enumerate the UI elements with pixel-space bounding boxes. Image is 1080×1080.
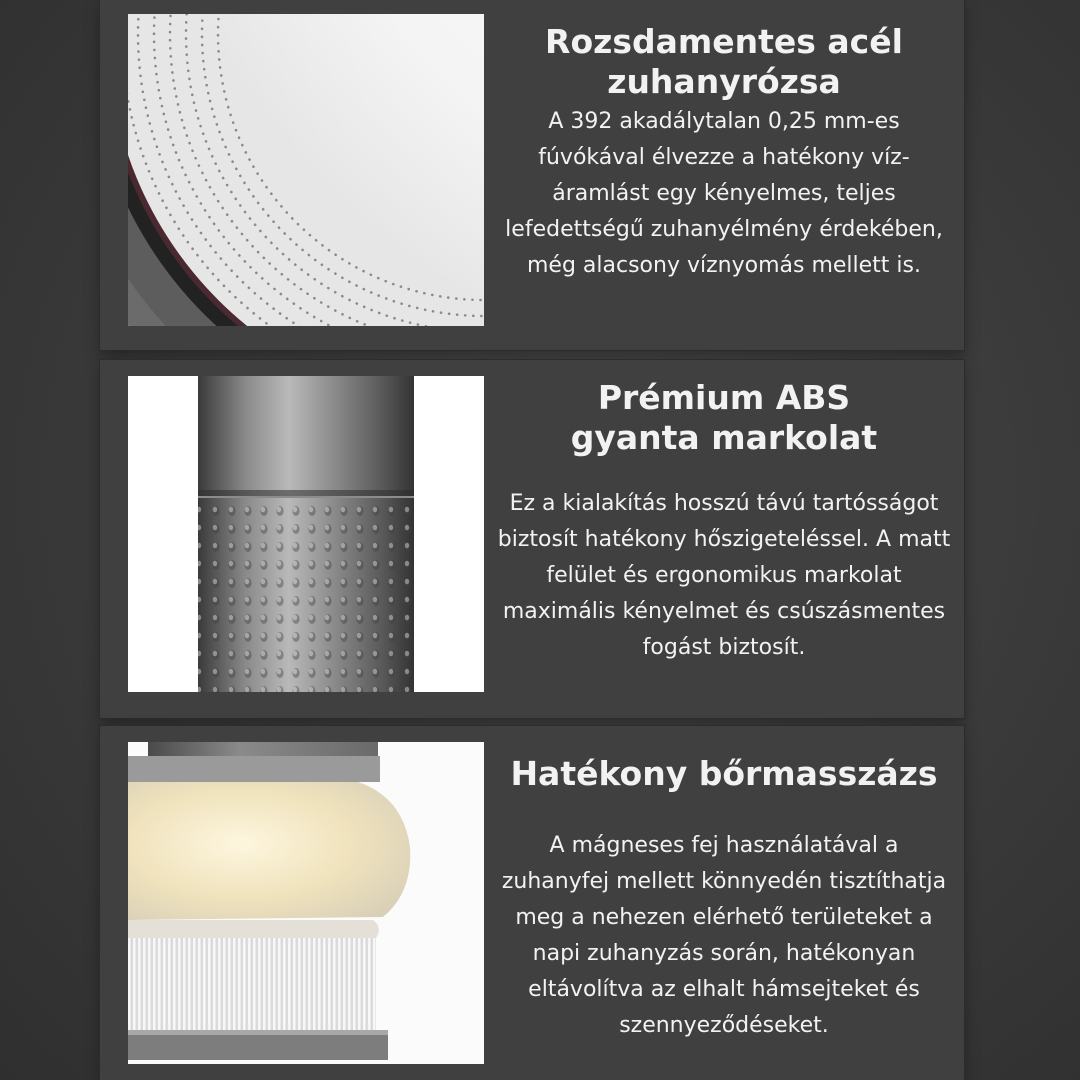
feature-description: A mágneses fej használatával a zuhanyfej mellett könnyedén tisztíthatja meg a nehezen elérhető területeket a napi zuhanyzás során, hatékonyan eltávolítva az elhalt hámsejteket és szennyeződéseket. bbox=[501, 833, 947, 1038]
feature-panel-massage bbox=[100, 726, 964, 1080]
feature-panel-shower-head bbox=[100, 0, 964, 350]
feature-text bbox=[496, 378, 952, 666]
feature-title bbox=[496, 378, 952, 458]
feature-panel-handle bbox=[100, 360, 964, 718]
feature-title-line-2: gyanta markolat bbox=[570, 418, 878, 457]
feature-text bbox=[496, 22, 952, 284]
feature-text bbox=[496, 754, 952, 1044]
shower-head-photo bbox=[128, 14, 484, 326]
feature-title-line-1: Prémium ABS bbox=[597, 378, 851, 417]
feature-title bbox=[496, 22, 952, 102]
feature-title-line-2: zuhanyrózsa bbox=[607, 62, 841, 101]
feature-description: A 392 akadálytalan 0,25 mm-es fúvókával élvezze a hatékony vízáramlást egy kényelmes, teljes lefedettségű zuhanyélmény érdekében, még alacsony víznyomás mellett is. bbox=[505, 109, 943, 278]
feature-title-line-1: Hatékony bőrmasszázs bbox=[510, 754, 938, 793]
handle-photo bbox=[128, 376, 484, 692]
brush-head-photo bbox=[128, 742, 484, 1064]
feature-title-line-1: Rozsdamentes acél bbox=[545, 22, 903, 61]
feature-title bbox=[496, 754, 952, 794]
feature-description: Ez a kialakítás hosszú távú tartósságot biztosít hatékony hőszigeteléssel. A matt felület és ergonomikus markolat maximális kényelmet és csúszásmentes fogást biztosít. bbox=[497, 491, 951, 660]
